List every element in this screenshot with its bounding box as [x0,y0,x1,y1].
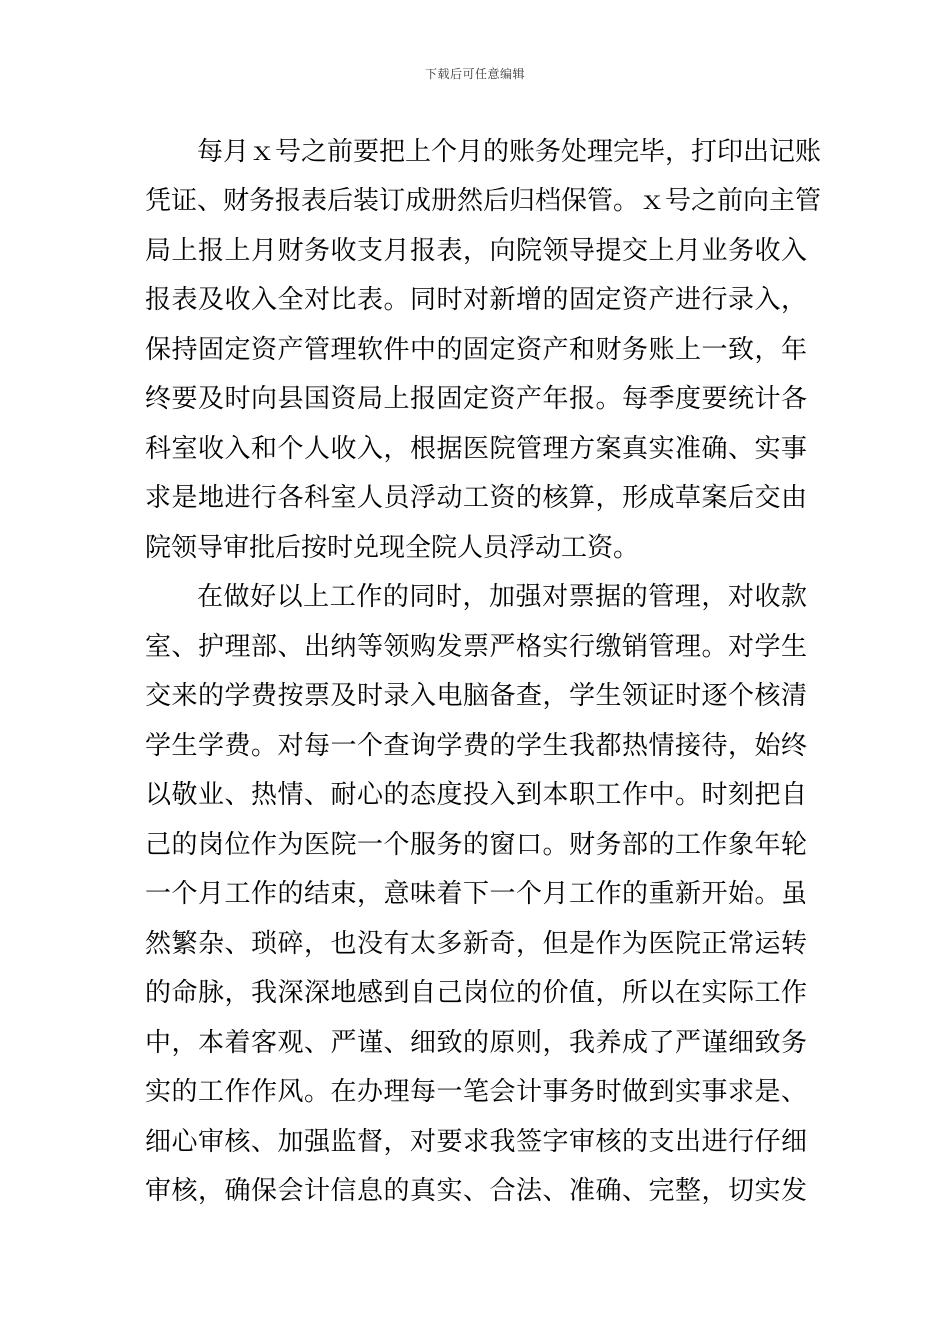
paragraph-line: 院领导审批后按时兑现全院人员浮动工资。 [145,533,640,563]
paragraph-line: 交来的学费按票及时录入电脑备查，学生领证时逐个核清 [145,681,807,711]
header-note: 下载后可任意编辑 [424,67,525,81]
paragraph-line: 细心审核、加强监督，对要求我签字审核的支出进行仔细 [145,1127,807,1157]
paragraph-line: 审核，确保会计信息的真实、合法、准确、完整，切实发 [145,1176,807,1206]
paragraph-line: 学生学费。对每一个查询学费的学生我都热情接待，始终 [145,731,807,761]
paragraph-line: 一个月工作的结束，意味着下一个月工作的重新开始。虽 [145,879,807,909]
paragraph-line: 每月ｘ号之前要把上个月的账务处理完毕，打印出记账 [197,137,822,167]
paragraph-line: 中，本着客观、严谨、细致的原则，我养成了严谨细致务 [145,1028,807,1058]
paragraph-line: 的命脉，我深深地感到自己岗位的价值，所以在实际工作 [145,978,807,1008]
paragraph-line: 然繁杂、琐碎，也没有太多新奇，但是作为医院正常运转 [145,929,807,959]
paragraph-line: 室、护理部、出纳等领购发票严格实行缴销管理。对学生 [145,632,807,662]
paragraph-line: 在做好以上工作的同时，加强对票据的管理，对收款 [197,582,807,612]
paragraph-line: 科室收入和个人收入，根据医院管理方案真实准确、实事 [145,434,807,464]
paragraph-line: 报表及收入全对比表。同时对新增的固定资产进行录入， [145,285,807,315]
paragraph-line: 终要及时向县国资局上报固定资产年报。每季度要统计各 [145,384,807,414]
paragraph-line: 局上报上月财务收支月报表，向院领导提交上月业务收入 [145,236,807,266]
paragraph-line: 求是地进行各科室人员浮动工资的核算，形成草案后交由 [145,483,807,513]
paragraph-line: 实的工作作风。在办理每一笔会计事务时做到实事求是、 [145,1077,807,1107]
paragraph-line: 保持固定资产管理软件中的固定资产和财务账上一致，年 [145,335,807,365]
paragraph-line: 以敬业、热情、耐心的态度投入到本职工作中。时刻把自 [145,780,807,810]
paragraph-line: 凭证、财务报表后装订成册然后归档保管。ｘ号之前向主管 [145,186,822,216]
paragraph-line: 己的岗位作为医院一个服务的窗口。财务部的工作象年轮 [145,830,807,860]
